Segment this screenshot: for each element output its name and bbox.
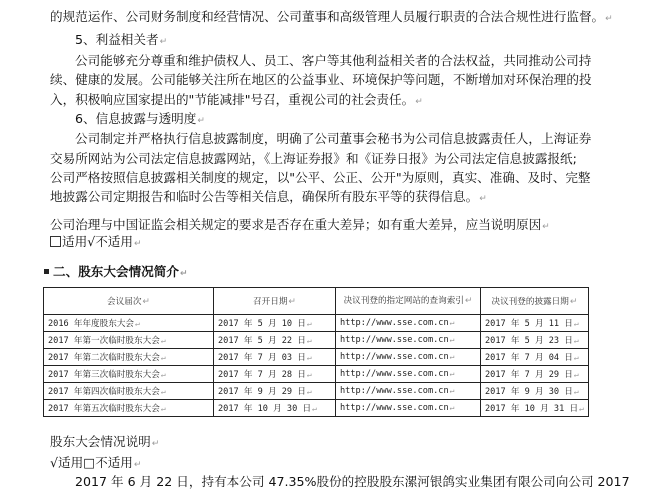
paragraph-line: 的规范运作、公司财务制度和经营情况、公司董事和高级管理人员履行职责的合法合规性进行监督。↵ (50, 9, 613, 24)
table-cell: 2017 年 9 月 30 日↵ (481, 383, 589, 400)
bullet-icon (44, 269, 49, 274)
table-cell: 2017 年 5 月 11 日↵ (481, 315, 589, 332)
item5-title: 5、利益相关者↵ (75, 32, 168, 47)
table-header: 决议刊登的披露日期↵ (481, 288, 589, 315)
table-cell: 2017 年 10 月 31 日↵ (481, 400, 589, 417)
table-header: 决议刊登的指定网站的查询索引↵ (336, 288, 481, 315)
table-cell: 2017 年 5 月 10 日↵ (214, 315, 336, 332)
section-title: 二、股东大会情况简介↵ (53, 264, 188, 279)
table-row (44, 315, 589, 332)
governance-question: 公司治理与中国证监会相关规定的要求是否存在重大差异；如有重大差异，应当说明原因↵ (50, 217, 550, 232)
table-cell: 2017 年 7 月 04 日↵ (481, 349, 589, 366)
paragraph-line: 续、健康的发展。公司能够关注所在地区的公益事业、环境保护等问题，不断增加对环保治理的投 (50, 72, 592, 87)
table-cell: 2017 年 5 月 23 日↵ (481, 332, 589, 349)
table-cell: 2017 年 10 月 30 日↵ (214, 400, 336, 417)
table-header-row (44, 288, 589, 315)
table-row (44, 366, 589, 383)
table-cell: http://www.sse.com.cn↵ (336, 366, 481, 383)
table-cell: 2017 年第二次临时股东大会↵ (44, 349, 214, 366)
governance-options: 适用√不适用↵ (50, 234, 142, 252)
table-cell: http://www.sse.com.cn↵ (336, 400, 481, 417)
table-cell: 2017 年 7 月 29 日↵ (481, 366, 589, 383)
table-row (44, 332, 589, 349)
paragraph-line: 交易所网站为公司法定信息披露网站，《上海证券报》和《证券日报》为公司法定信息披露报纸; (50, 151, 577, 166)
paragraph-line: 公司制定并严格执行信息披露制度，明确了公司董事会秘书为公司信息披露责任人，上海证券 (75, 131, 592, 146)
item6-title: 6、信息披露与透明度↵ (75, 111, 205, 126)
table-header: 会议届次↵ (44, 288, 214, 315)
table-cell: http://www.sse.com.cn↵ (336, 315, 481, 332)
paragraph-line: 2017 年 6 月 22 日，持有本公司 47.35%股份的控股股东漯河银鸽实业集团有限公司向公司 2017 (75, 474, 630, 489)
table-cell: 2017 年第一次临时股东大会↵ (44, 332, 214, 349)
table-cell: 2017 年 9 月 29 日↵ (214, 383, 336, 400)
paragraph-line: 公司能够充分尊重和维护债权人、员工、客户等其他利益相关者的合法权益，共同推动公司持 (75, 53, 592, 68)
paragraph-line: 公司严格按照信息披露相关制度的规定，以"公平、公正、公开"为原则，真实、准确、及时、完整 (50, 170, 591, 185)
table-row (44, 383, 589, 400)
shareholder-meetings-table (43, 287, 589, 417)
table-cell: 2017 年 5 月 22 日↵ (214, 332, 336, 349)
table-cell: 2017 年第四次临时股东大会↵ (44, 383, 214, 400)
table-cell: http://www.sse.com.cn↵ (336, 383, 481, 400)
table-header: 召开日期↵ (214, 288, 336, 315)
table-cell: 2017 年第三次临时股东大会↵ (44, 366, 214, 383)
table-cell: 2017 年 7 月 28 日↵ (214, 366, 336, 383)
table-row (44, 400, 589, 417)
paragraph-line: 入，积极响应国家提出的"节能减排"号召，重视公司的社会责任。↵ (50, 92, 423, 107)
table-cell: 2017 年第五次临时股东大会↵ (44, 400, 214, 417)
table-cell: 2016 年年度股东大会↵ (44, 315, 214, 332)
table-cell: http://www.sse.com.cn↵ (336, 349, 481, 366)
paragraph-line: 地披露公司定期报告和临时公告等相关信息，确保所有股东平等的获得信息。↵ (50, 189, 487, 204)
checkbox-icon (50, 236, 61, 247)
meeting-note-options: √适用□不适用↵ (50, 455, 142, 470)
table-row (44, 349, 589, 366)
meeting-note-title: 股东大会情况说明↵ (50, 434, 160, 449)
table-cell: http://www.sse.com.cn↵ (336, 332, 481, 349)
table-cell: 2017 年 7 月 03 日↵ (214, 349, 336, 366)
